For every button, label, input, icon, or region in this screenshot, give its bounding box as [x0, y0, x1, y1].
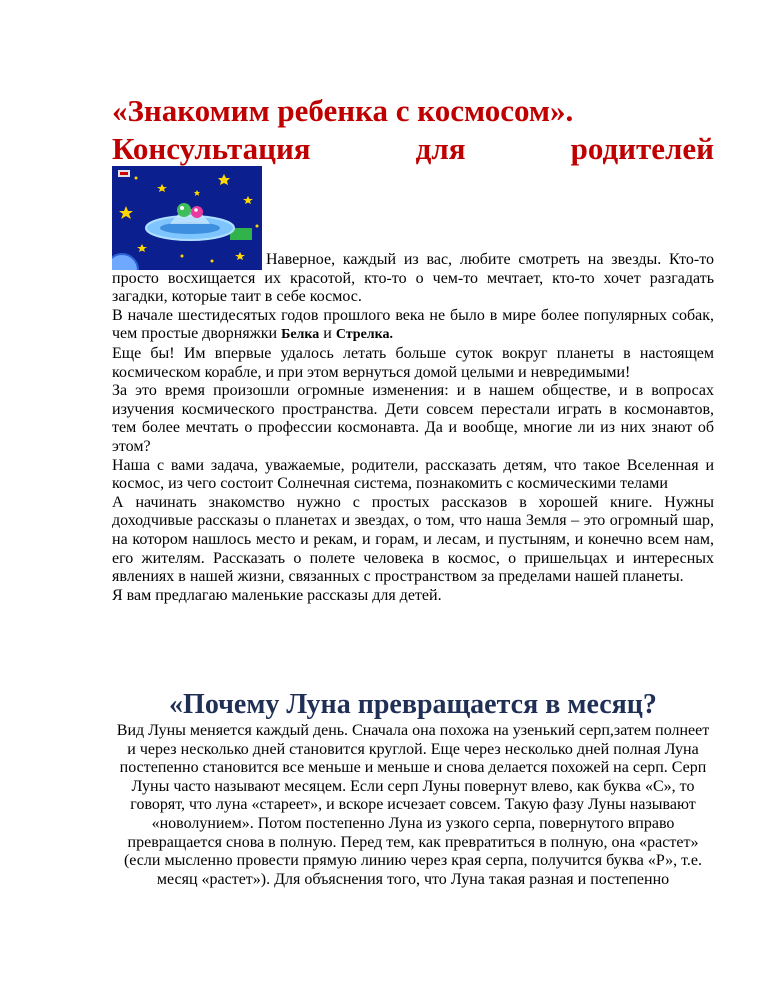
- dog-name-belka: Белка: [281, 327, 320, 343]
- paragraph-dogs-text: В начале шестидесятых годов прошлого века не было в мире более популярных собак, чем простые дворняжки: [112, 306, 714, 343]
- page-title-line-1: «Знакомим ребенка с космосом».: [112, 93, 574, 128]
- paragraph-dogs-and: и: [319, 325, 336, 343]
- paragraph-flight: Еще бы! Им впервые удалось летать больше суток вокруг планеты в настоящем космическом корабле, и при этом вернуться домой целыми и невредимыми!: [112, 344, 714, 381]
- story-heading: «Почему Луна превращается в месяц?: [169, 689, 657, 720]
- paragraph-moon: Вид Луны меняется каждый день. Сначала она похожа на узенький серп,затем полнеет и через несколько дней становится круглой. Еще через несколько дней полная Луна постепенно становится все меньше и меньше и снова делается похожей на серп. Серп Луны часто называют месяцем. Если серп Луны повернут влево, как буква «С», то говорят, что луна «стареет», и вскоре исчезает совсем. Такую фазу Луны называют «новолунием». Потом постепенно Луна из узкого серпа, повернутого вправо превращается снова в полную. Перед тем, как превратиться в полную, она «растет» (если мысленно провести прямую линию через края серпа, получится буква «Р», т.е. месяц «растет»). Для объяснения того, что Луна такая разная и постепенно: [116, 722, 710, 888]
- story-text: [112, 722, 714, 889]
- paragraph-changes: За это время произошли огромные изменения: и в нашем обществе, и в вопросах изучения космического пространства. Дети совсем перестали играть в космонавтов, тем более мечтать о профессии космонавта. Да и вообще, многие ли из них знают об этом?: [112, 382, 714, 455]
- page-title-line-2: Консультация для родителей: [112, 131, 714, 166]
- dog-name-strelka: Стрелка.: [335, 327, 394, 343]
- paragraph-dogs: [112, 307, 714, 345]
- paragraph-task: Наша с вами задача, уважаемые, родители, рассказать детям, что такое Вселенная и космос, из чего состоит Солнечная система, познакомить с космическими телами: [112, 456, 714, 493]
- paragraph-offer: Я вам предлагаю маленькие рассказы для детей.: [112, 586, 442, 604]
- paragraph-intro: Наверное, каждый из вас, любите смотреть на звезды. Кто-то просто восхищается их красотой, кто-то о чем-то мечтает, кто-то хочет разгадать загадки, которые таит в себе космос.: [112, 251, 714, 306]
- paragraph-stories: А начинать знакомство нужно с простых рассказов в хорошей книге. Нужны доходчивые рассказы о планетах и звездах, о том, что наша Земля – это огромный шар, на котором нашлось место и рекам, и горам, и лесам, и пустыням, и конечно всем нам, его жителям. Рассказать о полете человека в космос, о пришельцах и интересных явлениях в нашей жизни, связанных с пространством за пределами нашей планеты.: [112, 493, 714, 586]
- intro-text: [112, 251, 714, 605]
